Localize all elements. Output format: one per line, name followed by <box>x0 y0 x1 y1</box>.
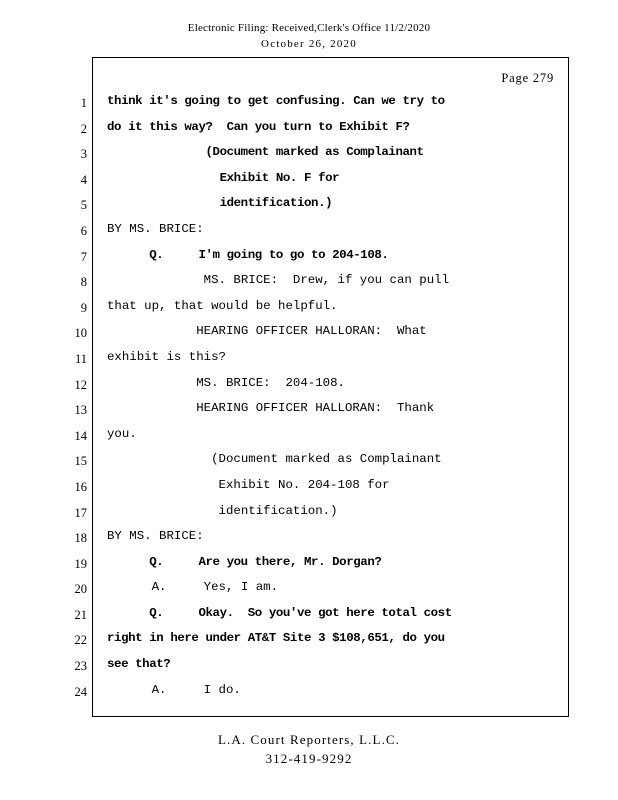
transcript-line <box>74 657 568 683</box>
line-text: A. I do. <box>107 682 241 697</box>
line-text: Exhibit No. F for <box>107 170 340 185</box>
transcript-line <box>80 145 568 171</box>
line-number: 4 <box>80 172 87 187</box>
transcript-line <box>74 605 568 632</box>
line-text: MS. BRICE: Drew, if you can pull <box>107 273 450 288</box>
line-text: do it this way? Can you turn to Exhibit F? <box>107 119 410 134</box>
line-text: HEARING OFFICER HALLORAN: Thank <box>107 401 435 416</box>
hearing-date: October 26, 2020 <box>261 38 357 50</box>
transcript-lines <box>74 94 568 708</box>
line-number: 21 <box>74 607 87 622</box>
line-text: (Document marked as Complainant <box>107 452 442 467</box>
transcript-line <box>74 529 568 555</box>
page-footer <box>0 730 618 768</box>
line-text: Exhibit No. 204-108 for <box>107 477 390 492</box>
transcript-body <box>74 57 569 717</box>
transcript-line <box>74 401 568 427</box>
line-number: 1 <box>80 96 87 110</box>
line-text: Q. I'm going to go to 204-108. <box>107 247 389 262</box>
transcript-line <box>80 94 568 120</box>
transcript-line <box>74 324 568 350</box>
line-text: BY MS. BRICE: <box>107 221 204 236</box>
transcript-line <box>74 682 568 709</box>
line-number: 17 <box>74 505 87 520</box>
line-number: 20 <box>74 582 87 597</box>
transcript-line <box>74 631 568 657</box>
transcript-line <box>80 298 568 325</box>
line-text: right in here under AT&T Site 3 $108,651, do you <box>107 631 445 646</box>
line-text: exhibit is this? <box>107 349 226 364</box>
line-number: 3 <box>80 147 87 162</box>
line-number: 16 <box>74 479 87 494</box>
efiling-stamp: Electronic Filing: Received,Clerk's Office 11/2/2020 <box>187 22 431 34</box>
line-number: 18 <box>74 531 87 546</box>
page-header <box>0 20 618 52</box>
line-number: 10 <box>74 326 87 341</box>
transcript-line <box>74 554 568 581</box>
line-text: MS. BRICE: 204-108. <box>107 375 345 390</box>
transcript-line <box>80 119 568 146</box>
line-text: you. <box>107 426 137 441</box>
transcript-line <box>74 375 568 402</box>
line-number: 2 <box>80 121 87 136</box>
line-number: 22 <box>74 633 87 648</box>
line-number: 7 <box>80 249 87 264</box>
line-number: 5 <box>80 198 87 213</box>
reporter-company: L.A. Court Reporters, L.L.C. <box>217 732 401 747</box>
line-number: 15 <box>74 454 87 469</box>
line-number: 6 <box>80 223 87 238</box>
line-text: BY MS. BRICE: <box>107 529 204 544</box>
reporter-phone: 312-419-9292 <box>265 751 353 766</box>
transcript-line <box>74 426 568 453</box>
transcript-line <box>80 221 568 248</box>
transcript-line <box>80 273 568 299</box>
line-text: identification.) <box>107 503 338 518</box>
page-number-label: Page 279 <box>501 71 554 85</box>
line-number: 19 <box>74 556 87 571</box>
transcript-line <box>80 170 568 197</box>
line-number: 9 <box>80 300 87 315</box>
line-text: HEARING OFFICER HALLORAN: What <box>107 324 427 339</box>
line-number: 14 <box>74 428 87 443</box>
line-text: think it's going to get confusing. Can we try to <box>107 94 445 108</box>
line-text: identification.) <box>107 196 333 211</box>
line-text: see that? <box>107 657 171 672</box>
line-number: 13 <box>74 403 87 418</box>
line-number: 8 <box>80 275 87 290</box>
transcript-line <box>74 349 568 376</box>
transcript-line <box>74 477 568 504</box>
line-number: 11 <box>74 351 87 366</box>
transcript-line <box>80 247 568 274</box>
line-text: Q. Okay. So you've got here total cost <box>107 605 452 620</box>
line-text: that up, that would be helpful. <box>107 298 338 313</box>
transcript-line <box>80 196 568 222</box>
transcript-line <box>74 452 568 478</box>
line-number: 23 <box>74 659 87 674</box>
line-number: 24 <box>74 684 87 699</box>
line-text: A. Yes, I am. <box>107 580 279 595</box>
line-number: 12 <box>74 377 87 392</box>
line-text: (Document marked as Complainant <box>107 145 424 160</box>
line-text: Q. Are you there, Mr. Dorgan? <box>107 554 382 569</box>
transcript-line <box>74 580 568 606</box>
transcript-line <box>74 503 568 530</box>
